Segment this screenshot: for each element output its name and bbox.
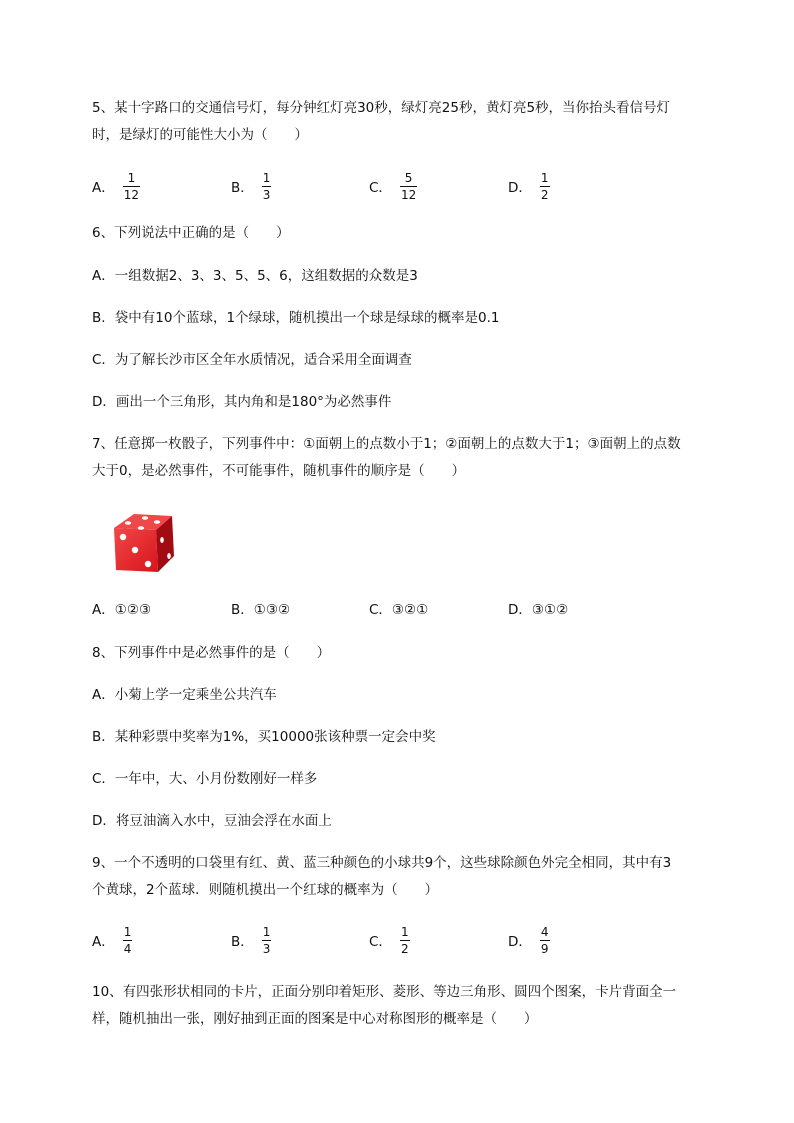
dice-image xyxy=(104,506,180,578)
q6-option-d[interactable]: D．画出一个三角形，其内角和是180°为必然事件 xyxy=(92,394,392,410)
q9-option-d[interactable]: D． $\frac{4}{9}$ xyxy=(508,924,549,956)
q5-option-d[interactable]: D． $\frac{1}{2}$ xyxy=(508,170,549,202)
fraction: $\frac{1}{4}$ xyxy=(123,924,132,956)
q5-options xyxy=(92,166,732,206)
q6-option-b[interactable]: B．袋中有10个蓝球，1个绿球，随机摸出一个球是绿球的概率是0.1 xyxy=(92,310,500,326)
q10-stem-line1: 10、有四张形状相同的卡片，正面分别印着矩形、菱形、等边三角形、圆四个图案，卡片背面全一 xyxy=(92,984,677,1000)
q10-stem-line2: 样，随机抽出一张，刚好抽到正面的图案是中心对称图形的概率是（ ） xyxy=(92,1011,538,1027)
fraction: $\frac{1}{2}$ xyxy=(400,924,409,956)
q9-option-b[interactable]: B． $\frac{1}{3}$ xyxy=(231,924,271,956)
fraction: $\frac{4}{9}$ xyxy=(540,924,549,956)
q5-stem-line2: 时，是绿灯的可能性大小为（ ） xyxy=(92,127,308,143)
q5-stem-line1: 5、某十字路口的交通信号灯，每分钟红灯亮30秒，绿灯亮25秒，黄灯亮5秒，当你抬头看信号灯 xyxy=(92,100,671,116)
q6-option-c[interactable]: C．为了解长沙市区全年水质情况，适合采用全面调查 xyxy=(92,352,412,368)
q7-option-a[interactable]: A．①②③ xyxy=(92,602,152,618)
q5-option-c[interactable]: C． $\frac{5}{12}$ xyxy=(369,170,417,202)
q9-option-a[interactable]: A． $\frac{1}{4}$ xyxy=(92,924,132,956)
q8-option-a[interactable]: A．小菊上学一定乘坐公共汽车 xyxy=(92,687,277,703)
q9-options xyxy=(92,920,732,960)
q5-option-a[interactable]: A． $\frac{1}{12}$ xyxy=(92,170,140,202)
q8-option-d[interactable]: D．将豆油滴入水中，豆油会浮在水面上 xyxy=(92,813,332,829)
q7-options xyxy=(92,600,732,640)
fraction: $\frac{1}{2}$ xyxy=(540,170,549,202)
q8-option-b[interactable]: B．某种彩票中奖率为1%，买10000张该种票一定会中奖 xyxy=(92,729,436,745)
fraction: $\frac{5}{12}$ xyxy=(400,170,417,202)
q9-stem-line1: 9、一个不透明的口袋里有红、黄、蓝三种颜色的小球共9个，这些球除颜色外完全相同，其中有3 xyxy=(92,855,672,871)
fraction: $\frac{1}{3}$ xyxy=(262,170,271,202)
q7-stem-line2: 大于0，是必然事件，不可能事件，随机事件的顺序是（ ） xyxy=(92,463,466,479)
q8-option-c[interactable]: C．一年中，大、小月份数刚好一样多 xyxy=(92,771,318,787)
q7-option-d[interactable]: D．③①② xyxy=(508,602,569,618)
q7-option-c[interactable]: C．③②① xyxy=(369,602,429,618)
fraction: $\frac{1}{3}$ xyxy=(262,924,271,956)
fraction: $\frac{1}{12}$ xyxy=(123,170,140,202)
q7-option-b[interactable]: B．①③② xyxy=(231,602,291,618)
q6-stem: 6、下列说法中正确的是（ ） xyxy=(92,225,290,241)
q8-stem: 8、下列事件中是必然事件的是（ ） xyxy=(92,645,331,661)
q5-option-b[interactable]: B． $\frac{1}{3}$ xyxy=(231,170,271,202)
q6-option-a[interactable]: A．一组数据2、3、3、5、5、6，这组数据的众数是3 xyxy=(92,268,418,284)
q9-stem-line2: 个黄球，2个蓝球．则随机摸出一个红球的概率为（ ） xyxy=(92,882,439,898)
q9-option-c[interactable]: C． $\frac{1}{2}$ xyxy=(369,924,409,956)
q7-stem-line1: 7、任意掷一枚骰子，下列事件中：①面朝上的点数小于1；②面朝上的点数大于1；③面朝上的点数 xyxy=(92,436,681,452)
